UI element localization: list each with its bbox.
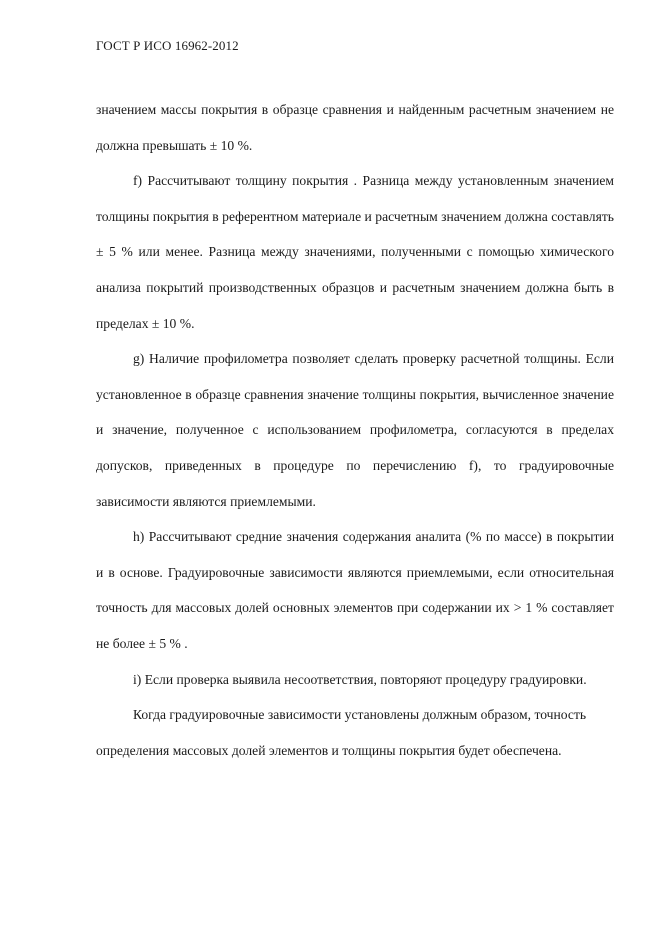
paragraph-conclusion: Когда градуировочные зависимости установлены должным образом, точность определения массовых долей элементов и толщины покрытия будет обеспечена.	[96, 707, 587, 758]
standard-code: ГОСТ Р ИСО 16962-2012	[96, 38, 239, 53]
document-body	[96, 92, 614, 768]
paragraph-item-g: g) Наличие профилометра позволяет сделать проверку расчетной толщины. Если установленное в образце сравнения значение толщины покрытия, вычисленное значение и значение, полученное с использованием профилометра, согласуются в пределах допусков, приведенных в процедуре по перечислению f), то градуировочные зависимости являются приемлемыми.	[96, 351, 614, 509]
paragraph-item-h: h) Рассчитывают средние значения содержания аналита (% по массе) в покрытии и в основе. Градуировочные зависимости являются приемлемыми, если относительная точность для массовых долей основных элементов при содержании их > 1 % составляет не более ± 5 % .	[96, 529, 614, 651]
paragraph-item-i: i) Если проверка выявила несоответствия, повторяют процедуру градуировки.	[133, 671, 587, 687]
paragraph-continuation: значением массы покрытия в образце сравнения и найденным расчетным значением не должна превышать ± 10 %.	[96, 102, 614, 153]
document-header	[96, 38, 239, 54]
paragraph-item-f: f) Рассчитывают толщину покрытия . Разница между установленным значением толщины покрытия в референтном материале и расчетным значением должна составлять ± 5 % или менее. Разница между значениями, полученными с помощью химического анализа покрытий производственных образцов и расчетным значением должна быть в пределах ± 10 %.	[96, 173, 614, 331]
